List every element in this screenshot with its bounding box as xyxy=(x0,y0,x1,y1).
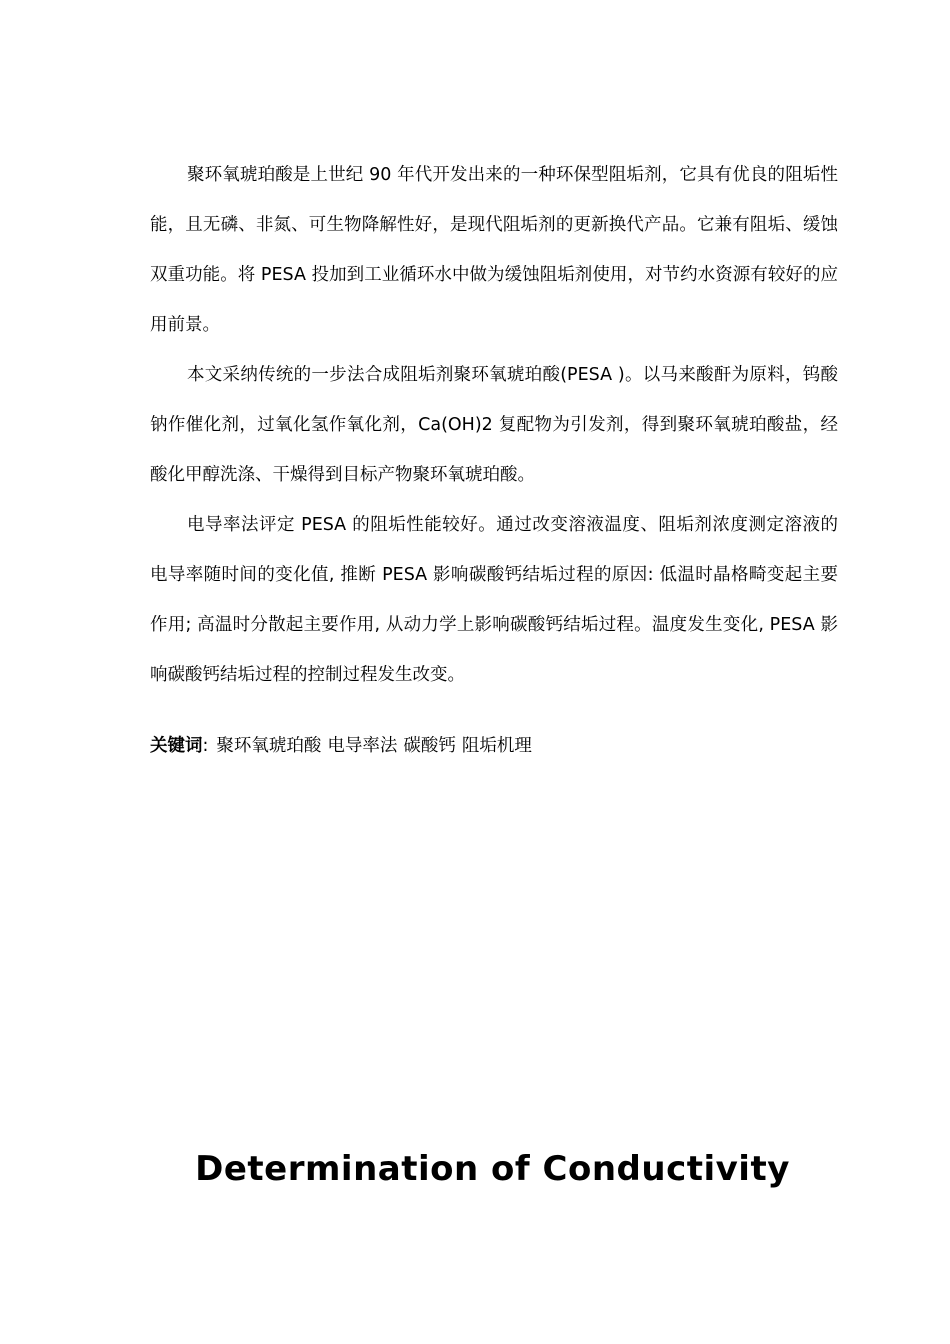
keyword-item: 碳酸钙 xyxy=(403,736,456,756)
keyword-item: 电导率法 xyxy=(327,736,398,756)
abstract-paragraph-3: 电导率法评定 PESA 的阻垢性能较好。通过改变溶液温度、阻垢剂浓度测定溶液的电导率随时间的变化值, 推断 PESA 影响碳酸钙结垢过程的原因: 低温时晶格畸变起主要作用; 高温时分散起主要作用, 从动力学上影响碳酸钙结垢过程。温度发生变化, PESA 影响碳酸钙结垢过程的控制过程发生改变。 xyxy=(150,515,838,685)
keywords-label: 关键词 xyxy=(150,736,203,756)
abstract-paragraph-2: 本文采纳传统的一步法合成阻垢剂聚环氧琥珀酸(PESA )。以马来酸酐为原料，钨酸钠作催化剂，过氧化氢作氧化剂，Ca(OH)2 复配物为引发剂，得到聚环氧琥珀酸盐，经酸化甲醇洗涤、干燥得到目标产物聚环氧琥珀酸。 xyxy=(150,365,838,485)
keyword-item: 阻垢机理 xyxy=(461,736,532,756)
keyword-item: 聚环氧琥珀酸 xyxy=(216,736,322,756)
keywords-separator: : xyxy=(202,736,209,756)
abstract-section xyxy=(150,150,838,700)
keywords-line xyxy=(150,728,838,764)
abstract-paragraph-1: 聚环氧琥珀酸是上世纪 90 年代开发出来的一种环保型阻垢剂，它具有优良的阻垢性能，且无磷、非氮、可生物降解性好，是现代阻垢剂的更新换代产品。它兼有阻垢、缓蚀双重功能。将 PESA 投加到工业循环水中做为缓蚀阻垢剂使用，对节约水资源有较好的应用前景。 xyxy=(150,165,838,335)
english-title: Determination of Conductivity xyxy=(195,1149,790,1189)
